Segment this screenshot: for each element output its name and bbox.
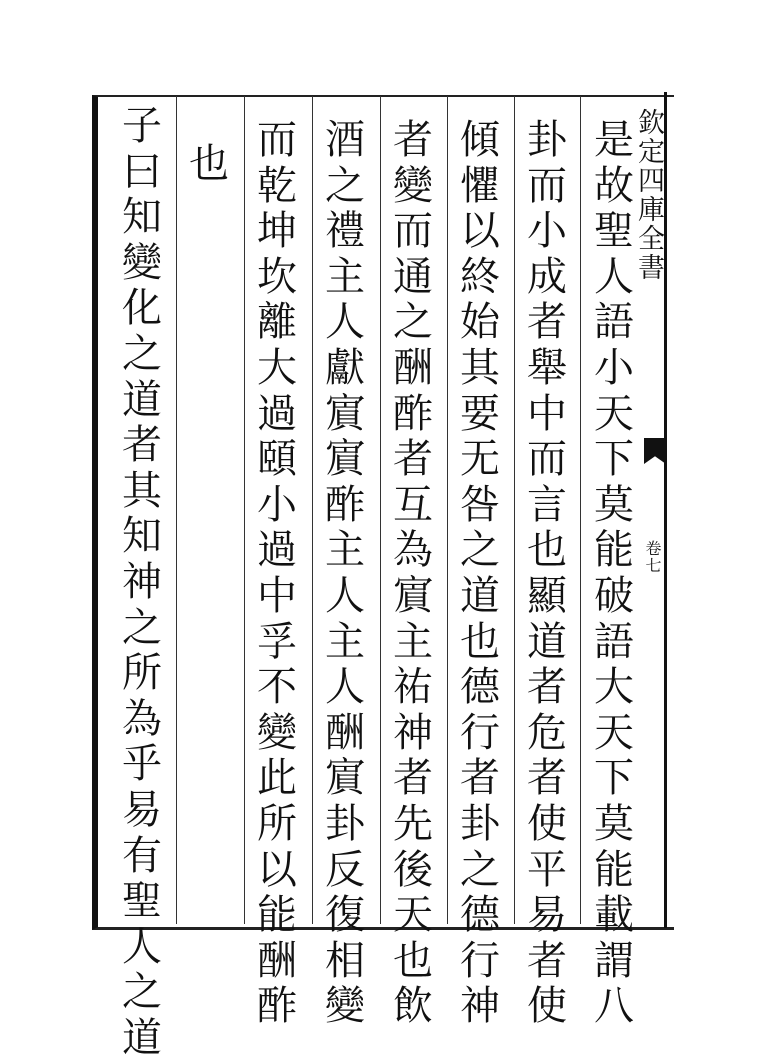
character: 之 [460,527,500,574]
character: 中 [257,572,297,619]
character: 所 [122,650,162,697]
character: 德 [460,892,500,939]
text-column-3 [456,117,504,1030]
text-column-4 [389,117,437,1030]
character: 八 [594,983,634,1030]
character: 為 [393,527,433,574]
character: 卦 [460,800,500,847]
character: 人 [325,299,365,346]
text-column-5 [321,117,369,1030]
character: 以 [460,208,500,255]
character: 酬 [393,344,433,391]
character: 而 [393,208,433,255]
character: 終 [460,253,500,300]
character: 也 [527,527,567,574]
character: 乾 [257,162,297,209]
character: 道 [527,618,567,665]
character: 頤 [257,436,297,483]
character: 行 [460,709,500,756]
fishtail-mark-icon [644,438,666,464]
character: 飲 [393,983,433,1030]
banxin-strip [633,100,668,920]
character: 咎 [460,481,500,528]
character: 其 [460,344,500,391]
character: 使 [527,800,567,847]
volume-number: 卷七 [643,540,662,574]
column-rule [244,96,245,924]
character: 易 [527,892,567,939]
book-title: 欽定四庫全書 [633,108,664,282]
character: 神 [122,558,162,605]
character: 道 [122,376,162,423]
character: 坎 [257,253,297,300]
character: 而 [257,117,297,163]
character: 聖 [122,878,162,925]
character: 相 [325,937,365,984]
character: 下 [594,755,634,802]
character: 言 [527,481,567,528]
character: 賔 [393,572,433,619]
character: 酬 [325,709,365,756]
character: 人 [325,572,365,619]
character: 大 [257,344,297,391]
character: 乎 [122,741,162,788]
character: 者 [527,937,567,984]
character: 坤 [257,208,297,255]
character: 其 [122,467,162,514]
character: 舉 [527,344,567,391]
character: 始 [460,299,500,346]
character: 為 [122,695,162,742]
character: 之 [122,604,162,651]
character: 復 [325,892,365,939]
character: 神 [393,709,433,756]
character: 大 [594,664,634,711]
character: 酢 [393,390,433,437]
character: 曰 [122,148,162,195]
character: 過 [257,527,297,574]
character: 酬 [257,937,297,984]
character: 而 [527,436,567,483]
character: 道 [460,572,500,619]
character: 人 [594,253,634,300]
column-rule [514,96,515,924]
character: 者 [527,299,567,346]
character: 酒 [325,117,365,163]
column-rule [580,96,581,924]
character: 之 [122,330,162,377]
character: 祐 [393,664,433,711]
character: 天 [393,892,433,939]
character: 小 [594,344,634,391]
page-border [92,95,674,930]
character: 之 [460,846,500,893]
character: 能 [257,892,297,939]
character: 者 [393,117,433,163]
character: 主 [325,618,365,665]
character: 神 [460,983,500,1030]
character: 者 [393,436,433,483]
character: 也 [460,618,500,665]
character: 要 [460,390,500,437]
character: 主 [325,527,365,574]
character: 德 [460,664,500,711]
character: 賔 [325,436,365,483]
character: 賔 [325,390,365,437]
character: 以 [257,846,297,893]
character: 變 [393,162,433,209]
character: 離 [257,299,297,346]
character: 行 [460,937,500,984]
character: 者 [527,755,567,802]
column-rule [176,96,177,924]
character: 獻 [325,344,365,391]
character: 危 [527,709,567,756]
character: 小 [257,481,297,528]
character: 子 [122,103,162,149]
column-rule [380,96,381,924]
character: 下 [594,436,634,483]
character: 中 [527,390,567,437]
character: 懼 [460,162,500,209]
character: 易 [122,786,162,833]
character: 聖 [594,208,634,255]
character: 者 [460,755,500,802]
column-rule [312,96,313,924]
character: 破 [594,572,634,619]
character: 平 [527,846,567,893]
character: 先 [393,800,433,847]
character: 天 [594,709,634,756]
character: 而 [527,162,567,209]
character: 所 [257,800,297,847]
character: 載 [594,892,634,939]
character: 小 [527,208,567,255]
character: 謂 [594,937,634,984]
character: 使 [527,983,567,1030]
character: 酢 [325,481,365,528]
character: 禮 [325,208,365,255]
character: 之 [325,162,365,209]
text-column-6 [253,117,301,1030]
character: 无 [460,436,500,483]
character: 變 [257,709,297,756]
character: 能 [594,527,634,574]
character: 者 [527,664,567,711]
character: 莫 [594,800,634,847]
character: 後 [393,846,433,893]
character: 賔 [325,755,365,802]
character: 語 [594,618,634,665]
character: 卦 [527,117,567,163]
character: 反 [325,846,365,893]
character: 天 [594,390,634,437]
character: 故 [594,162,634,209]
character: 人 [122,923,162,970]
character: 主 [325,253,365,300]
character: 卦 [325,800,365,847]
character: 知 [122,194,162,241]
character: 變 [325,983,365,1030]
character: 也 [189,141,229,187]
character: 人 [325,664,365,711]
character: 者 [393,755,433,802]
character: 孚 [257,618,297,665]
text-column-7 [185,142,233,942]
character: 不 [257,664,297,711]
character: 是 [594,117,634,163]
character: 道 [122,1014,162,1061]
character: 顯 [527,572,567,619]
character: 成 [527,253,567,300]
column-rule [447,96,448,924]
character: 變 [122,239,162,286]
character: 通 [393,253,433,300]
character: 語 [594,299,634,346]
character: 傾 [460,117,500,163]
character: 之 [122,969,162,1016]
character: 知 [122,513,162,560]
character: 主 [393,618,433,665]
character: 能 [594,846,634,893]
character: 也 [393,937,433,984]
character: 者 [122,422,162,469]
text-column-2 [523,117,571,1030]
character: 酢 [257,983,297,1030]
text-column-1 [590,117,638,1030]
character: 化 [122,285,162,332]
character: 莫 [594,481,634,528]
character: 有 [122,832,162,879]
character: 此 [257,755,297,802]
character: 之 [393,299,433,346]
character: 過 [257,390,297,437]
character: 互 [393,481,433,528]
text-column-8 [118,103,166,1061]
